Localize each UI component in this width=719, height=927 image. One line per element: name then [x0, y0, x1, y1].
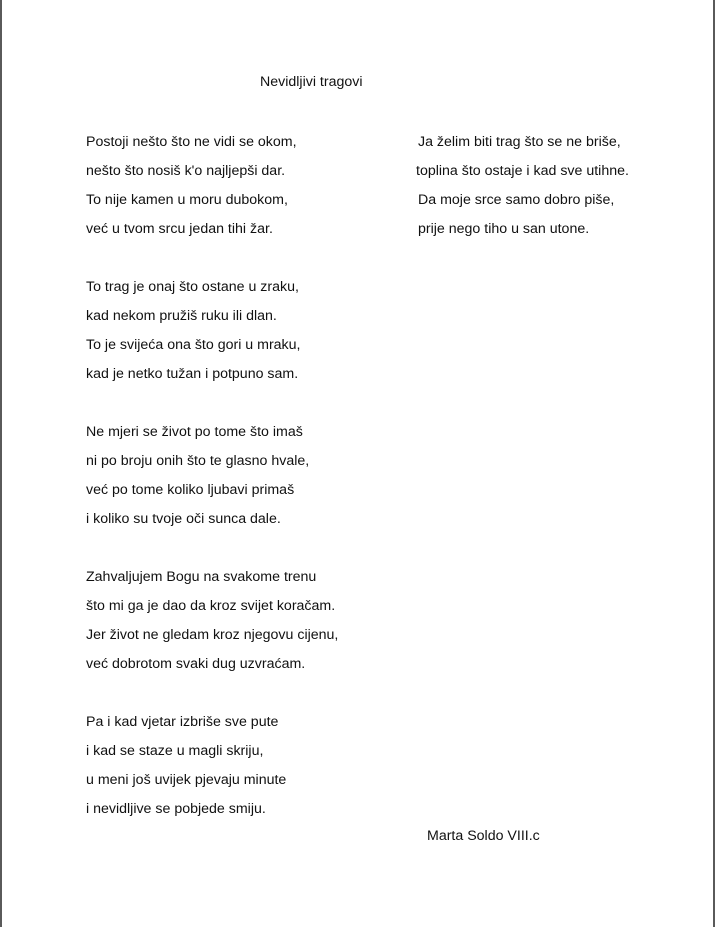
- poem-line: Pa i kad vjetar izbriše sve pute: [86, 714, 279, 730]
- poem-line: kad nekom pružiš ruku ili dlan.: [86, 308, 277, 324]
- poem-line: i koliko su tvoje oči sunca dale.: [86, 511, 281, 527]
- poem-line: To je svijeća ona što gori u mraku,: [86, 337, 301, 353]
- poem-right-column: [416, 132, 629, 248]
- poem-line: To nije kamen u moru dubokom,: [86, 192, 288, 208]
- poem-line: Ne mjeri se život po tome što imaš: [86, 424, 303, 440]
- poem-line: kad je netko tužan i potpuno sam.: [86, 366, 299, 382]
- poem-line: i kad se staze u magli skriju,: [86, 743, 264, 759]
- stanza-gap: [86, 393, 338, 422]
- poem-line: To trag je onaj što ostane u zraku,: [86, 279, 299, 295]
- stanza-gap: [86, 538, 338, 567]
- poem-line: Jer život ne gledam kroz njegovu cijenu,: [86, 627, 339, 643]
- poem-line: Zahvaljujem Bogu na svakome trenu: [86, 569, 317, 585]
- poem-left-column: [86, 132, 338, 828]
- poem-line: ni po broju onih što te glasno hvale,: [86, 453, 310, 469]
- poem-line: nešto što nosiš k'o najljepši dar.: [86, 163, 286, 179]
- poem-title: Nevidljivi tragovi: [260, 74, 363, 90]
- poem-line: što mi ga je dao da kroz svijet koračam.: [86, 598, 336, 614]
- stanza-gap: [86, 248, 338, 277]
- poem-line: i nevidljive se pobjede smiju.: [86, 801, 266, 817]
- poem-line: u meni još uvijek pjevaju minute: [86, 772, 287, 788]
- poem-line: već po tome koliko ljubavi primaš: [86, 482, 295, 498]
- poem-author: Marta Soldo VIII.c: [427, 828, 540, 844]
- poem-line: već dobrotom svaki dug uzvraćam.: [86, 656, 306, 672]
- poem-line: već u tvom srcu jedan tihi žar.: [86, 221, 273, 237]
- stanza-gap: [86, 683, 338, 712]
- poem-line: Ja želim biti trag što se ne briše,: [418, 134, 621, 150]
- poem-line: Da moje srce samo dobro piše,: [418, 192, 615, 208]
- poem-line: toplina što ostaje i kad sve utihne.: [416, 163, 629, 179]
- poem-line: prije nego tiho u san utone.: [418, 221, 590, 237]
- poem-line: Postoji nešto što ne vidi se okom,: [86, 134, 297, 150]
